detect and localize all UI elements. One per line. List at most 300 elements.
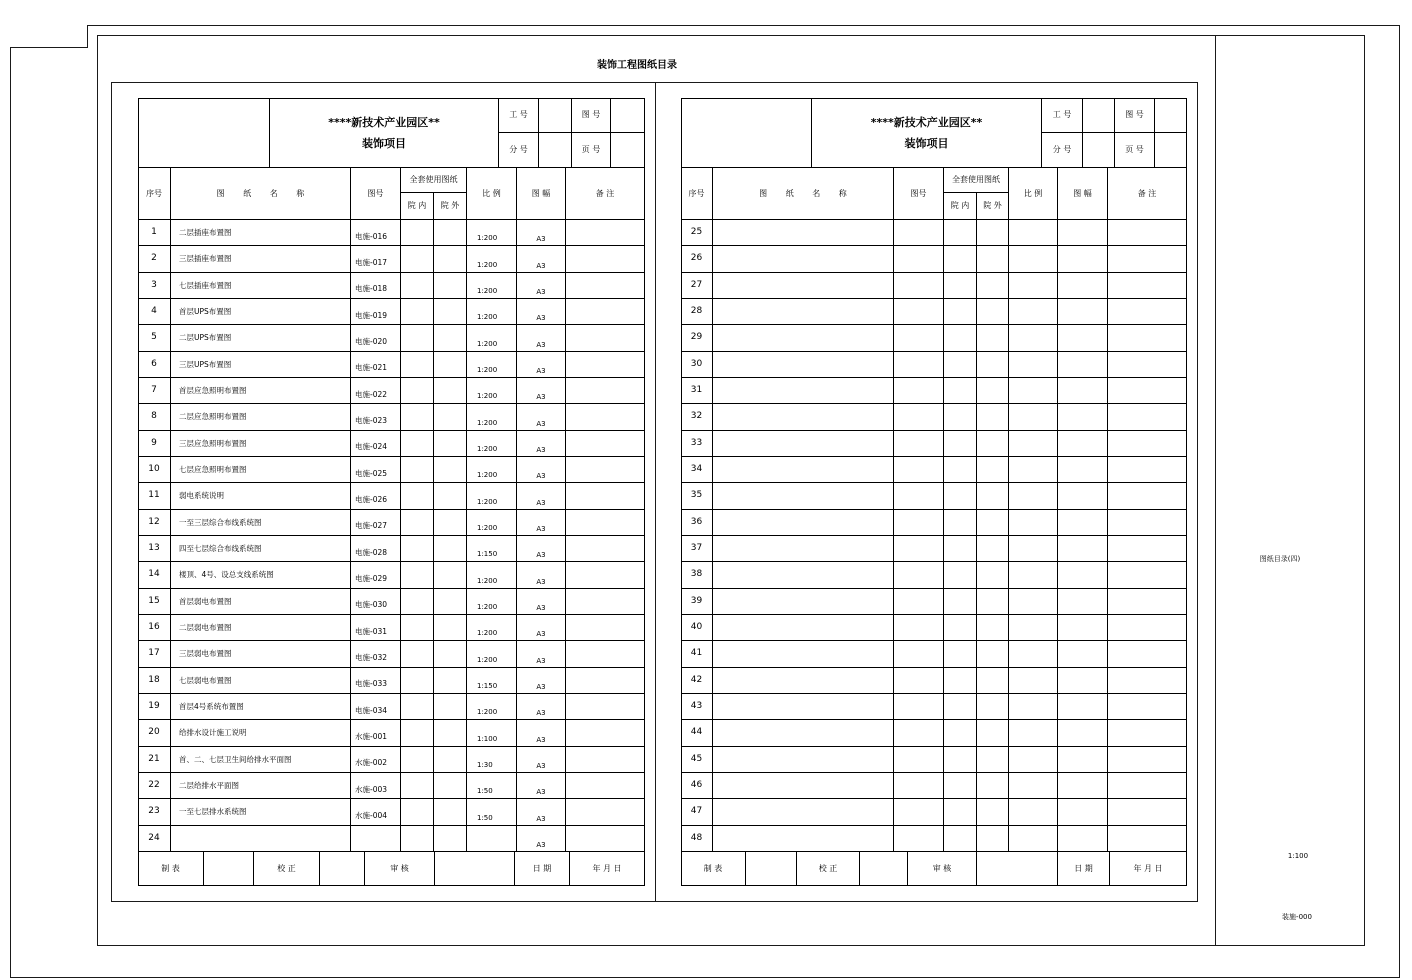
row-drawing-name [713, 483, 894, 509]
footer-date-label: 日 期 [1058, 852, 1110, 886]
row-sheet-size [1058, 352, 1108, 378]
row-remark [1108, 325, 1187, 351]
row-drawing-name [713, 457, 894, 483]
row-drawing-number [894, 826, 944, 852]
row-inside [944, 589, 977, 615]
row-inside [401, 378, 434, 404]
row-number: 13 [138, 536, 171, 562]
row-remark [566, 668, 645, 694]
row-sheet-size [1058, 404, 1108, 430]
row-remark [1108, 431, 1187, 457]
row-drawing-name [713, 220, 894, 246]
row-outside [434, 615, 467, 641]
header-blank-cell [681, 98, 812, 168]
column-header-name: 图 纸 名 称 [171, 168, 351, 220]
row-number: 11 [138, 483, 171, 509]
row-drawing-number: 电施-018 [351, 273, 401, 299]
row-remark [566, 299, 645, 325]
outer-border-bottom [10, 977, 1400, 978]
row-remark [566, 510, 645, 536]
row-drawing-number [894, 799, 944, 825]
footer-drawn-label: 制 表 [138, 852, 204, 886]
row-number: 26 [681, 246, 713, 272]
column-header-size: 图 幅 [1058, 168, 1108, 220]
row-outside [977, 720, 1009, 746]
row-remark [1108, 378, 1187, 404]
row-drawing-number [894, 589, 944, 615]
row-scale: 1:200 [467, 378, 517, 404]
row-scale: 1:150 [467, 668, 517, 694]
row-drawing-name [713, 826, 894, 852]
row-drawing-name [713, 641, 894, 667]
row-remark [1108, 510, 1187, 536]
footer-reviewed-value [977, 852, 1058, 886]
row-drawing-name: 给排水设计施工说明 [171, 720, 351, 746]
row-inside [944, 299, 977, 325]
row-outside [977, 615, 1009, 641]
row-remark [1108, 720, 1187, 746]
row-scale: 1:50 [467, 799, 517, 825]
row-drawing-name: 二层弱电布置图 [171, 615, 351, 641]
row-drawing-number [894, 404, 944, 430]
row-drawing-number: 电施-026 [351, 483, 401, 509]
row-scale [1009, 536, 1058, 562]
row-scale: 1:200 [467, 615, 517, 641]
row-number: 37 [681, 536, 713, 562]
footer-reviewed-label: 审 核 [365, 852, 435, 886]
row-drawing-name: 二层UPS布置图 [171, 325, 351, 351]
row-drawing-name: 楼顶、4号、设总支线系统图 [171, 562, 351, 588]
row-number: 30 [681, 352, 713, 378]
row-drawing-name: 三层UPS布置图 [171, 352, 351, 378]
row-sheet-size [1058, 826, 1108, 852]
row-outside [434, 694, 467, 720]
row-drawing-name: 三层应急照明布置图 [171, 431, 351, 457]
row-drawing-number: 电施-019 [351, 299, 401, 325]
drawing-number-value [1155, 98, 1187, 133]
project-title-cell [270, 98, 499, 168]
row-drawing-number [894, 562, 944, 588]
row-number: 46 [681, 773, 713, 799]
row-drawing-name [171, 826, 351, 852]
row-scale: 1:200 [467, 457, 517, 483]
row-drawing-name: 三层插座布置图 [171, 246, 351, 272]
row-drawing-number: 电施-030 [351, 589, 401, 615]
row-remark [1108, 747, 1187, 773]
sub-number-label: 分 号 [1042, 133, 1083, 168]
project-subtitle: 装饰项目 [904, 136, 949, 150]
row-sheet-size [1058, 589, 1108, 615]
outer-border-top [87, 25, 1400, 26]
row-number: 43 [681, 694, 713, 720]
row-scale [1009, 773, 1058, 799]
row-sheet-size: A3 [517, 562, 566, 588]
project-subtitle: 装饰项目 [362, 136, 406, 150]
row-drawing-name [713, 799, 894, 825]
row-sheet-size [1058, 457, 1108, 483]
row-remark [566, 615, 645, 641]
drawing-index-table-left [138, 98, 645, 886]
row-sheet-size: A3 [517, 536, 566, 562]
row-number: 31 [681, 378, 713, 404]
row-remark [566, 457, 645, 483]
row-number: 24 [138, 826, 171, 852]
drawing-number-value [611, 98, 645, 133]
row-scale: 1:200 [467, 641, 517, 667]
title-block-divider [1215, 35, 1216, 946]
row-inside [944, 273, 977, 299]
row-scale [1009, 352, 1058, 378]
row-inside [401, 325, 434, 351]
row-sheet-size [1058, 220, 1108, 246]
row-scale [1009, 589, 1058, 615]
row-scale: 1:200 [467, 589, 517, 615]
row-drawing-number [894, 431, 944, 457]
row-drawing-name [713, 352, 894, 378]
row-remark [1108, 536, 1187, 562]
row-drawing-number [894, 641, 944, 667]
row-drawing-number: 电施-027 [351, 510, 401, 536]
row-number: 40 [681, 615, 713, 641]
row-inside [944, 747, 977, 773]
row-drawing-number: 电施-024 [351, 431, 401, 457]
row-sheet-size [1058, 325, 1108, 351]
row-number: 33 [681, 431, 713, 457]
row-number: 38 [681, 562, 713, 588]
row-scale: 1:200 [467, 562, 517, 588]
row-sheet-size: A3 [517, 668, 566, 694]
row-remark [1108, 404, 1187, 430]
row-inside [401, 431, 434, 457]
row-remark [1108, 246, 1187, 272]
row-remark [1108, 589, 1187, 615]
row-scale: 1:150 [467, 536, 517, 562]
row-number: 20 [138, 720, 171, 746]
sub-number-label: 分 号 [499, 133, 539, 168]
row-remark [566, 773, 645, 799]
row-sheet-size: A3 [517, 220, 566, 246]
row-scale: 1:100 [467, 720, 517, 746]
row-sheet-size [1058, 799, 1108, 825]
row-remark [566, 378, 645, 404]
row-scale [1009, 826, 1058, 852]
row-drawing-number [894, 720, 944, 746]
row-inside [944, 483, 977, 509]
row-drawing-number: 水施-001 [351, 720, 401, 746]
row-outside [434, 431, 467, 457]
index-frame-divider [655, 82, 656, 902]
row-inside [944, 325, 977, 351]
drawing-number-label: 图 号 [1115, 98, 1155, 133]
row-drawing-number: 电施-033 [351, 668, 401, 694]
row-remark [566, 220, 645, 246]
row-number: 15 [138, 589, 171, 615]
column-header-scale: 比 例 [467, 168, 517, 220]
row-drawing-name [713, 378, 894, 404]
row-drawing-name: 四至七层综合布线系统图 [171, 536, 351, 562]
row-outside [434, 246, 467, 272]
row-inside [401, 773, 434, 799]
row-number: 7 [138, 378, 171, 404]
row-outside [434, 510, 467, 536]
drawing-index-table-right [681, 98, 1187, 886]
row-drawing-number [894, 668, 944, 694]
page-number-label: 页 号 [1115, 133, 1155, 168]
sheet-title: 装饰工程图纸目录 [597, 60, 677, 71]
row-drawing-name [713, 246, 894, 272]
row-inside [401, 536, 434, 562]
row-remark [566, 562, 645, 588]
row-outside [434, 378, 467, 404]
row-remark [566, 352, 645, 378]
row-drawing-name [713, 510, 894, 536]
row-number: 29 [681, 325, 713, 351]
row-inside [944, 799, 977, 825]
row-inside [401, 457, 434, 483]
row-sheet-size [1058, 246, 1108, 272]
row-number: 28 [681, 299, 713, 325]
row-number: 2 [138, 246, 171, 272]
row-scale [467, 826, 517, 852]
row-sheet-size [1058, 536, 1108, 562]
row-number: 22 [138, 773, 171, 799]
row-drawing-name [713, 431, 894, 457]
row-number: 45 [681, 747, 713, 773]
page-number-label: 页 号 [572, 133, 611, 168]
row-sheet-size [1058, 378, 1108, 404]
row-scale: 1:200 [467, 273, 517, 299]
column-header-set-use: 全套使用图纸 [944, 168, 1009, 193]
row-remark [566, 747, 645, 773]
row-drawing-name: 七层插座布置图 [171, 273, 351, 299]
row-drawing-number: 电施-022 [351, 378, 401, 404]
row-number: 39 [681, 589, 713, 615]
column-header-outside: 院 外 [977, 193, 1009, 220]
row-drawing-name: 二层插座布置图 [171, 220, 351, 246]
row-inside [944, 510, 977, 536]
row-drawing-number: 电施-020 [351, 325, 401, 351]
column-header-remark: 备 注 [1108, 168, 1187, 220]
row-sheet-size: A3 [517, 641, 566, 667]
row-drawing-number: 电施-031 [351, 615, 401, 641]
row-sheet-size: A3 [517, 826, 566, 852]
row-remark [566, 431, 645, 457]
row-inside [401, 246, 434, 272]
row-scale [1009, 747, 1058, 773]
row-number: 21 [138, 747, 171, 773]
row-drawing-number [894, 773, 944, 799]
row-drawing-name [713, 299, 894, 325]
row-inside [401, 510, 434, 536]
row-inside [944, 352, 977, 378]
row-number: 4 [138, 299, 171, 325]
row-sheet-size [1058, 641, 1108, 667]
row-inside [944, 246, 977, 272]
row-drawing-number [894, 510, 944, 536]
column-header-remark: 备 注 [566, 168, 645, 220]
row-scale [1009, 483, 1058, 509]
row-drawing-name [713, 562, 894, 588]
row-remark [566, 641, 645, 667]
row-sheet-size [1058, 615, 1108, 641]
row-scale: 1:200 [467, 694, 517, 720]
row-outside [977, 694, 1009, 720]
row-outside [434, 641, 467, 667]
row-remark [566, 694, 645, 720]
row-remark [1108, 562, 1187, 588]
row-scale [1009, 510, 1058, 536]
row-inside [401, 694, 434, 720]
column-header-size: 图 幅 [517, 168, 566, 220]
row-drawing-number [894, 378, 944, 404]
row-drawing-number: 水施-003 [351, 773, 401, 799]
row-drawing-number [894, 457, 944, 483]
row-sheet-size: A3 [517, 273, 566, 299]
row-number: 16 [138, 615, 171, 641]
column-header-no: 序号 [681, 168, 713, 220]
row-drawing-number: 电施-017 [351, 246, 401, 272]
row-remark [566, 799, 645, 825]
row-outside [977, 246, 1009, 272]
row-sheet-size: A3 [517, 352, 566, 378]
header-blank-cell [138, 98, 270, 168]
row-drawing-name [713, 747, 894, 773]
row-outside [977, 773, 1009, 799]
row-sheet-size: A3 [517, 799, 566, 825]
row-sheet-size [1058, 747, 1108, 773]
column-header-drawing-no: 图号 [351, 168, 401, 220]
footer-checked-value [860, 852, 908, 886]
row-drawing-name: 一至七层排水系统图 [171, 799, 351, 825]
row-number: 25 [681, 220, 713, 246]
row-number: 17 [138, 641, 171, 667]
row-drawing-number [351, 826, 401, 852]
row-drawing-name [713, 404, 894, 430]
row-outside [434, 457, 467, 483]
row-inside [401, 668, 434, 694]
row-number: 47 [681, 799, 713, 825]
row-drawing-number [894, 615, 944, 641]
row-drawing-name: 弱电系统说明 [171, 483, 351, 509]
row-outside [977, 378, 1009, 404]
row-scale [1009, 273, 1058, 299]
row-drawing-name: 首层UPS布置图 [171, 299, 351, 325]
row-scale [1009, 615, 1058, 641]
row-outside [977, 562, 1009, 588]
row-inside [401, 273, 434, 299]
row-inside [401, 483, 434, 509]
row-inside [944, 826, 977, 852]
row-sheet-size: A3 [517, 404, 566, 430]
footer-date-value: 年 月 日 [570, 852, 645, 886]
footer-checked-label: 校 正 [797, 852, 860, 886]
row-inside [944, 668, 977, 694]
row-inside [944, 404, 977, 430]
drawing-number-label: 图 号 [572, 98, 611, 133]
row-drawing-name: 七层弱电布置图 [171, 668, 351, 694]
row-scale: 1:200 [467, 510, 517, 536]
outer-border-right [1399, 25, 1400, 978]
row-scale [1009, 299, 1058, 325]
row-remark [1108, 483, 1187, 509]
row-remark [566, 246, 645, 272]
row-drawing-number: 电施-034 [351, 694, 401, 720]
row-drawing-number [894, 220, 944, 246]
row-inside [401, 404, 434, 430]
row-outside [434, 773, 467, 799]
footer-drawn-value [746, 852, 797, 886]
row-scale: 1:200 [467, 431, 517, 457]
row-remark [1108, 773, 1187, 799]
row-outside [434, 483, 467, 509]
title-block-sheet-number: 装施-000 [1282, 913, 1312, 921]
row-sheet-size [1058, 431, 1108, 457]
row-remark [1108, 694, 1187, 720]
row-outside [977, 510, 1009, 536]
row-outside [977, 273, 1009, 299]
row-drawing-number: 电施-029 [351, 562, 401, 588]
row-outside [434, 668, 467, 694]
row-outside [434, 273, 467, 299]
row-inside [944, 378, 977, 404]
row-drawing-number: 电施-016 [351, 220, 401, 246]
row-remark [566, 273, 645, 299]
row-sheet-size: A3 [517, 720, 566, 746]
row-scale: 1:200 [467, 483, 517, 509]
row-remark [1108, 826, 1187, 852]
row-inside [944, 220, 977, 246]
row-inside [944, 562, 977, 588]
row-outside [434, 826, 467, 852]
row-drawing-number: 电施-028 [351, 536, 401, 562]
outer-border-notch-h [10, 47, 88, 48]
row-sheet-size: A3 [517, 378, 566, 404]
row-outside [434, 404, 467, 430]
row-drawing-number: 水施-002 [351, 747, 401, 773]
row-inside [401, 299, 434, 325]
footer-drawn-label: 制 表 [681, 852, 746, 886]
row-sheet-size: A3 [517, 431, 566, 457]
row-outside [977, 826, 1009, 852]
row-inside [401, 799, 434, 825]
row-scale: 1:200 [467, 299, 517, 325]
row-sheet-size: A3 [517, 589, 566, 615]
row-sheet-size [1058, 483, 1108, 509]
row-inside [401, 641, 434, 667]
row-remark [1108, 668, 1187, 694]
row-number: 23 [138, 799, 171, 825]
row-scale [1009, 668, 1058, 694]
row-remark [1108, 220, 1187, 246]
row-inside [401, 720, 434, 746]
row-number: 12 [138, 510, 171, 536]
row-scale [1009, 562, 1058, 588]
row-scale: 1:50 [467, 773, 517, 799]
footer-reviewed-value [435, 852, 515, 886]
row-outside [977, 799, 1009, 825]
row-drawing-name [713, 773, 894, 799]
row-scale: 1:200 [467, 220, 517, 246]
row-inside [944, 431, 977, 457]
row-inside [401, 747, 434, 773]
row-number: 18 [138, 668, 171, 694]
row-scale [1009, 799, 1058, 825]
row-remark [566, 589, 645, 615]
row-sheet-size [1058, 273, 1108, 299]
row-remark [566, 826, 645, 852]
row-remark [566, 404, 645, 430]
row-drawing-number: 电施-021 [351, 352, 401, 378]
